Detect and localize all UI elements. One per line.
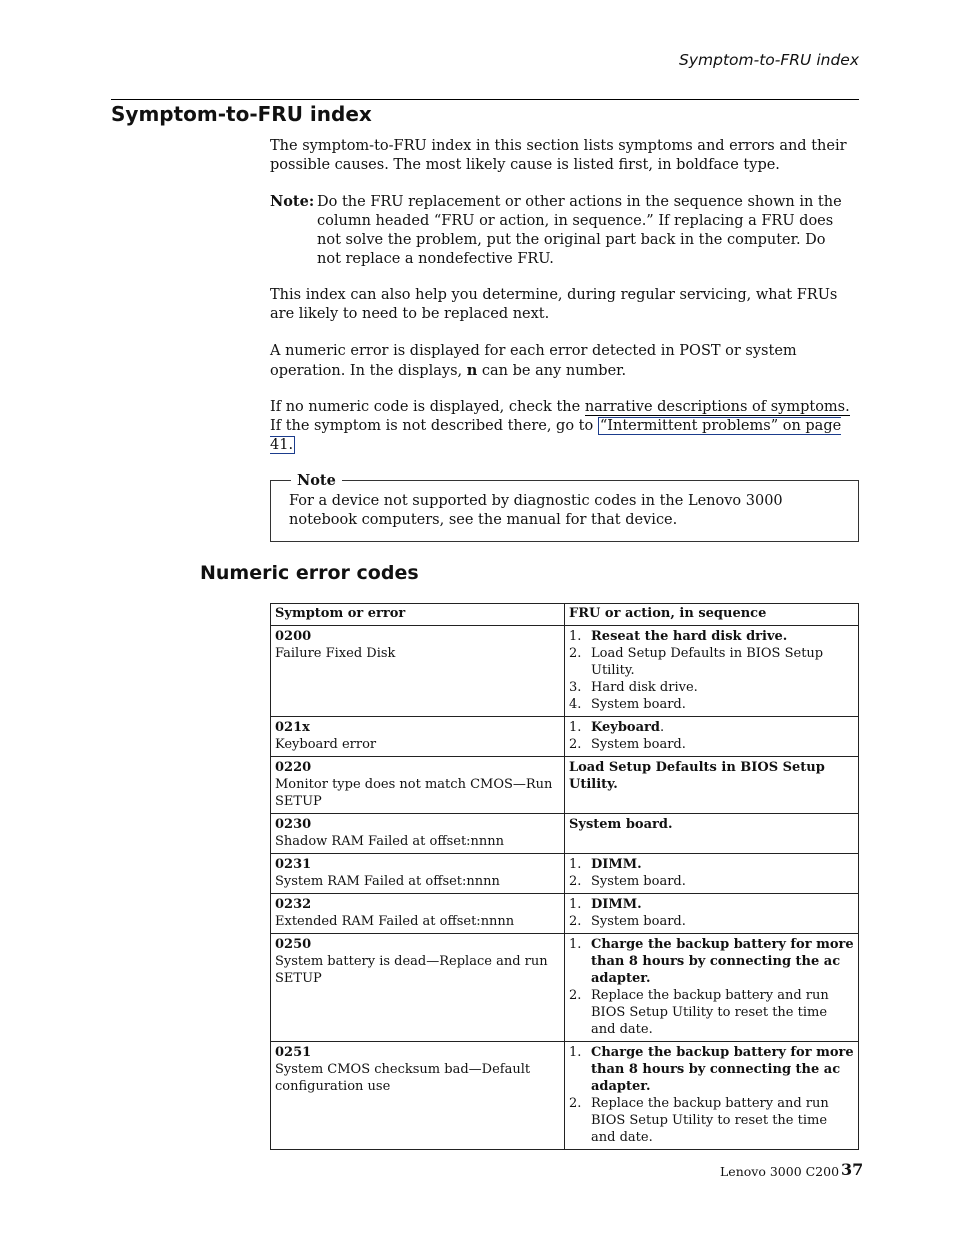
error-code: 0220	[275, 760, 312, 775]
error-code: 0232	[275, 897, 312, 912]
error-description: Extended RAM Failed at offset:nnnn	[275, 914, 515, 929]
action-steps	[569, 1044, 854, 1146]
page-number: 37	[841, 1160, 864, 1179]
action-cell	[565, 934, 859, 1042]
error-description: Keyboard error	[275, 737, 377, 752]
step-number: 2.	[569, 737, 582, 752]
note-box	[270, 472, 859, 542]
symptom-cell	[271, 717, 565, 757]
symptom-cell	[271, 626, 565, 717]
step-text: Replace the backup battery and run BIOS Setup Utility to reset the time and date.	[591, 988, 829, 1037]
table-row	[271, 854, 859, 894]
step-number: 1.	[569, 857, 582, 872]
action-step	[569, 628, 854, 645]
error-code: 0251	[275, 1045, 312, 1060]
step-number: 2.	[569, 1096, 582, 1111]
table-header-row	[271, 604, 859, 626]
action-steps	[569, 936, 854, 1038]
error-code: 0200	[275, 629, 312, 644]
action-cell	[565, 894, 859, 934]
step-number: 2.	[569, 988, 582, 1003]
action-step	[569, 896, 854, 913]
error-description: Shadow RAM Failed at offset:nnnn	[275, 834, 505, 849]
step-number: 2.	[569, 914, 582, 929]
step-number: 4.	[569, 697, 582, 712]
action-step	[569, 987, 854, 1038]
action-step	[569, 873, 854, 890]
note-box-title: Note	[291, 473, 342, 489]
action-steps	[569, 896, 854, 930]
table-row	[271, 814, 859, 854]
footer-book-title: Lenovo 3000 C200	[720, 1164, 840, 1179]
symptom-cell	[271, 1042, 565, 1150]
no-code-paragraph	[270, 398, 855, 455]
error-description: Monitor type does not match CMOS—Run SETUP	[275, 777, 553, 809]
step-text: Reseat the hard disk drive.	[591, 629, 788, 644]
step-text: Keyboard	[591, 720, 660, 735]
action-cell	[565, 814, 859, 854]
action-cell	[565, 757, 859, 814]
para4-text-before: If no numeric code is displayed, check the	[270, 399, 581, 415]
step-text: Charge the backup battery for more than 8 hours by connecting the ac adapter.	[591, 1045, 854, 1094]
action-cell	[565, 626, 859, 717]
para3-variable: n	[466, 362, 478, 379]
para4-text-middle: If the symptom is not described there, go to	[270, 418, 594, 434]
table-row	[271, 894, 859, 934]
action-step	[569, 696, 854, 713]
note-text: Do the FRU replacement or other actions in the sequence shown in the column headed “FRU or action, in sequence.” If replacing a FRU does not solve the problem, put the original part back in the computer. Do not replace a nondefective FRU.	[317, 194, 842, 267]
single-action: Load Setup Defaults in BIOS Setup Utility.	[569, 760, 825, 792]
action-step	[569, 679, 854, 696]
action-cell	[565, 1042, 859, 1150]
table-row	[271, 1042, 859, 1150]
servicing-paragraph: This index can also help you determine, during regular servicing, what FRUs are likely to need to be replaced next.	[270, 287, 838, 322]
symptom-cell	[271, 854, 565, 894]
step-text: Replace the backup battery and run BIOS Setup Utility to reset the time and date.	[591, 1096, 829, 1145]
numeric-error-paragraph	[270, 342, 855, 381]
action-steps	[569, 719, 854, 753]
column-header-symptom: Symptom or error	[271, 604, 565, 626]
action-step	[569, 913, 854, 930]
symptom-cell	[271, 814, 565, 854]
narrative-symptoms-link[interactable]: narrative descriptions of symptoms.	[584, 399, 850, 415]
action-steps	[569, 856, 854, 890]
para3-text-before: A numeric error is displayed for each error detected in POST or system operation. In the displays,	[270, 343, 797, 379]
step-text: System board.	[591, 737, 686, 752]
intermittent-problems-link[interactable]: “Intermittent problems” on page 41.	[270, 418, 842, 453]
error-description: System battery is dead—Replace and run SETUP	[275, 954, 548, 986]
error-description: System CMOS checksum bad—Default configuration use	[275, 1062, 531, 1094]
step-text-suffix: .	[659, 720, 665, 735]
step-text: Charge the backup battery for more than 8 hours by connecting the ac adapter.	[591, 937, 854, 986]
section-title: Symptom-to-FRU index	[111, 102, 372, 126]
error-code: 021x	[275, 720, 310, 735]
note-box-text: For a device not supported by diagnostic codes in the Lenovo 3000 notebook computers, see the manual for that device.	[289, 493, 783, 528]
step-text: System board.	[591, 697, 686, 712]
table-row	[271, 934, 859, 1042]
error-code: 0250	[275, 937, 312, 952]
error-description: System RAM Failed at offset:nnnn	[275, 874, 500, 889]
table-row	[271, 717, 859, 757]
action-cell	[565, 717, 859, 757]
action-step	[569, 736, 854, 753]
note-label: Note:	[270, 193, 315, 210]
subsection-title: Numeric error codes	[200, 562, 419, 584]
symptom-cell	[271, 894, 565, 934]
running-header: Symptom-to-FRU index	[679, 51, 859, 69]
column-header-action: FRU or action, in sequence	[565, 604, 859, 626]
step-text: System board.	[591, 874, 686, 889]
step-number: 2.	[569, 874, 582, 889]
error-code: 0231	[275, 857, 312, 872]
step-number: 1.	[569, 937, 582, 952]
step-text: Hard disk drive.	[591, 680, 698, 695]
error-code: 0230	[275, 817, 312, 832]
step-number: 3.	[569, 680, 582, 695]
step-number: 1.	[569, 720, 582, 735]
step-text: DIMM.	[591, 857, 642, 872]
header-rule	[111, 99, 859, 100]
symptom-cell	[271, 934, 565, 1042]
error-description: Failure Fixed Disk	[275, 646, 396, 661]
step-text: DIMM.	[591, 897, 642, 912]
step-text: Load Setup Defaults in BIOS Setup Utility.	[591, 646, 824, 678]
action-step	[569, 719, 854, 736]
action-steps	[569, 628, 854, 713]
symptom-cell	[271, 757, 565, 814]
action-step	[569, 936, 854, 987]
table-row	[271, 626, 859, 717]
single-action: System board.	[569, 817, 673, 832]
action-step	[569, 1095, 854, 1146]
action-step	[569, 1044, 854, 1095]
action-step	[569, 856, 854, 873]
action-cell	[565, 854, 859, 894]
action-step	[569, 645, 854, 679]
para3-text-after: can be any number.	[481, 363, 627, 379]
step-number: 1.	[569, 629, 582, 644]
step-text: System board.	[591, 914, 686, 929]
step-number: 1.	[569, 897, 582, 912]
intro-paragraph: The symptom-to-FRU index in this section lists symptoms and errors and their possible causes. The most likely cause is listed first, in boldface type.	[270, 138, 847, 173]
error-codes-table	[270, 603, 859, 1150]
step-number: 1.	[569, 1045, 582, 1060]
table-row	[271, 757, 859, 814]
step-number: 2.	[569, 646, 582, 661]
